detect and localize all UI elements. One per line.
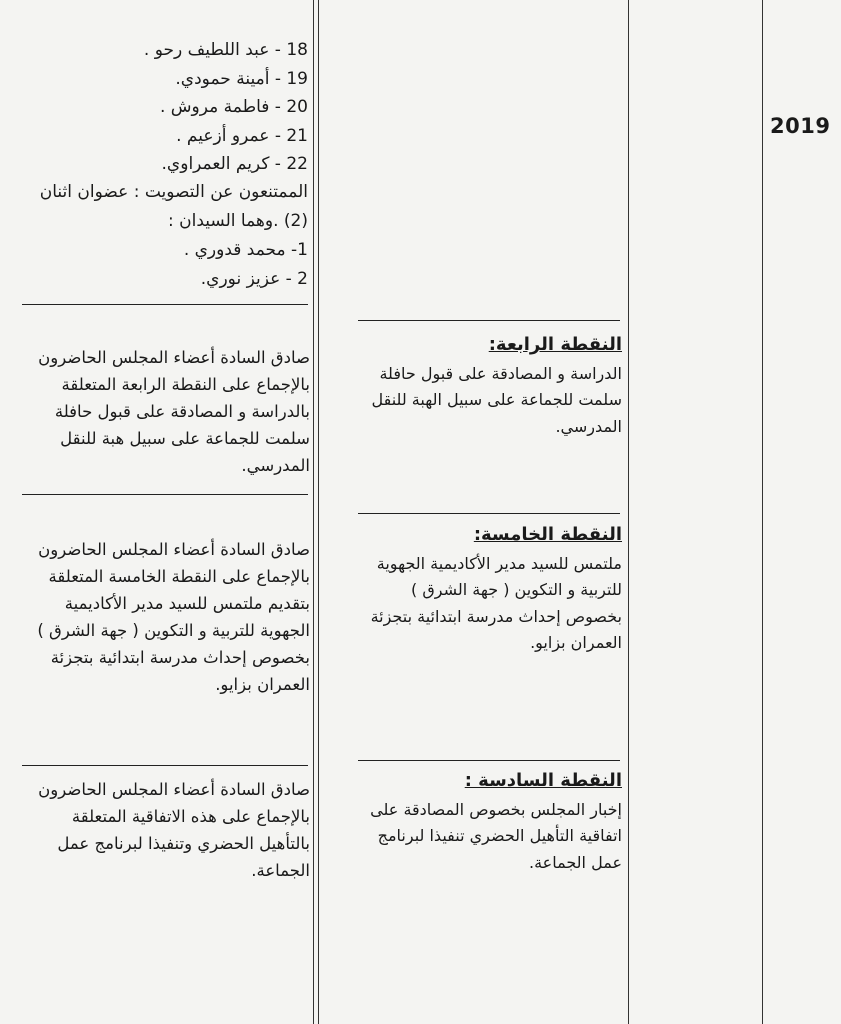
- abstention-member: 2 - عزيز نوري.: [200, 269, 308, 289]
- point-text: إخبار المجلس بخصوص المصادقة على اتفاقية التأهيل الحضري تنفيذا لبرنامج عمل الجماعة.: [370, 799, 622, 872]
- separator: [358, 760, 620, 761]
- point-four: [350, 332, 622, 440]
- voter-item: 19 - أمينة حمودي.: [175, 68, 308, 89]
- point-title: النقطة الرابعة:: [488, 334, 622, 355]
- year-cell: 2019: [770, 114, 831, 138]
- point-six: [350, 768, 622, 876]
- point-title: النقطة الخامسة:: [473, 524, 622, 545]
- separator: [22, 494, 308, 495]
- separator: [22, 765, 308, 766]
- resolution-five: صادق السادة أعضاء المجلس الحاضرون بالإجماع على النقطة الخامسة المتعلقة بتقديم ملتمس للسيد مدير الأكاديمية الجهوية للتربية و التكوين ( جهة الشرق ) بخصوص إحداث مدرسة ابتدائية بتجزئة العمران بزايو.: [37, 540, 310, 694]
- separator: [358, 513, 620, 514]
- resolution-four: صادق السادة أعضاء المجلس الحاضرون بالإجماع على النقطة الرابعة المتعلقة بالدراسة و المصادقة على قبول حافلة سلمت للجماعة على سبيل هبة للنقل المدرسي.: [38, 348, 310, 475]
- resolution-six: صادق السادة أعضاء المجلس الحاضرون بالإجماع على هذه الاتفاقية المتعلقة بالتأهيل الحضري وتنفيذا لبرنامج عمل الجماعة.: [38, 780, 310, 880]
- voter-item: 21 - عمرو أزعيم .: [176, 125, 308, 146]
- point-five: [350, 522, 622, 657]
- abstention-members: [150, 236, 308, 294]
- abstention-text: الممتنعون عن التصويت : عضوان اثنان (2) .وهما السيدان :: [39, 182, 308, 231]
- voters-list: [143, 36, 308, 179]
- table-border-right: [628, 0, 629, 1024]
- voter-item: 18 - عبد اللطيف رحو .: [143, 40, 308, 60]
- separator: [358, 320, 620, 321]
- voter-item: 22 - كريم العمراوي.: [161, 154, 308, 174]
- voter-item: 20 - فاطمة مروش .: [159, 97, 308, 117]
- point-text: الدراسة و المصادقة على قبول حافلة سلمت للجماعة على سبيل الهبة للنقل المدرسي.: [371, 363, 622, 436]
- point-text: ملتمس للسيد مدير الأكاديمية الجهوية للتربية و التكوين ( جهة الشرق ) بخصوص إحداث مدرسة ابتدائية بتجزئة العمران بزايو.: [370, 553, 622, 652]
- separator: [22, 304, 308, 305]
- point-title: النقطة السادسة :: [464, 770, 622, 791]
- abstention-member: 1- محمد قدوري .: [183, 240, 308, 260]
- table-border-left: [313, 0, 314, 1024]
- table-border-year: [762, 0, 763, 1024]
- table-border-mid: [318, 0, 319, 1024]
